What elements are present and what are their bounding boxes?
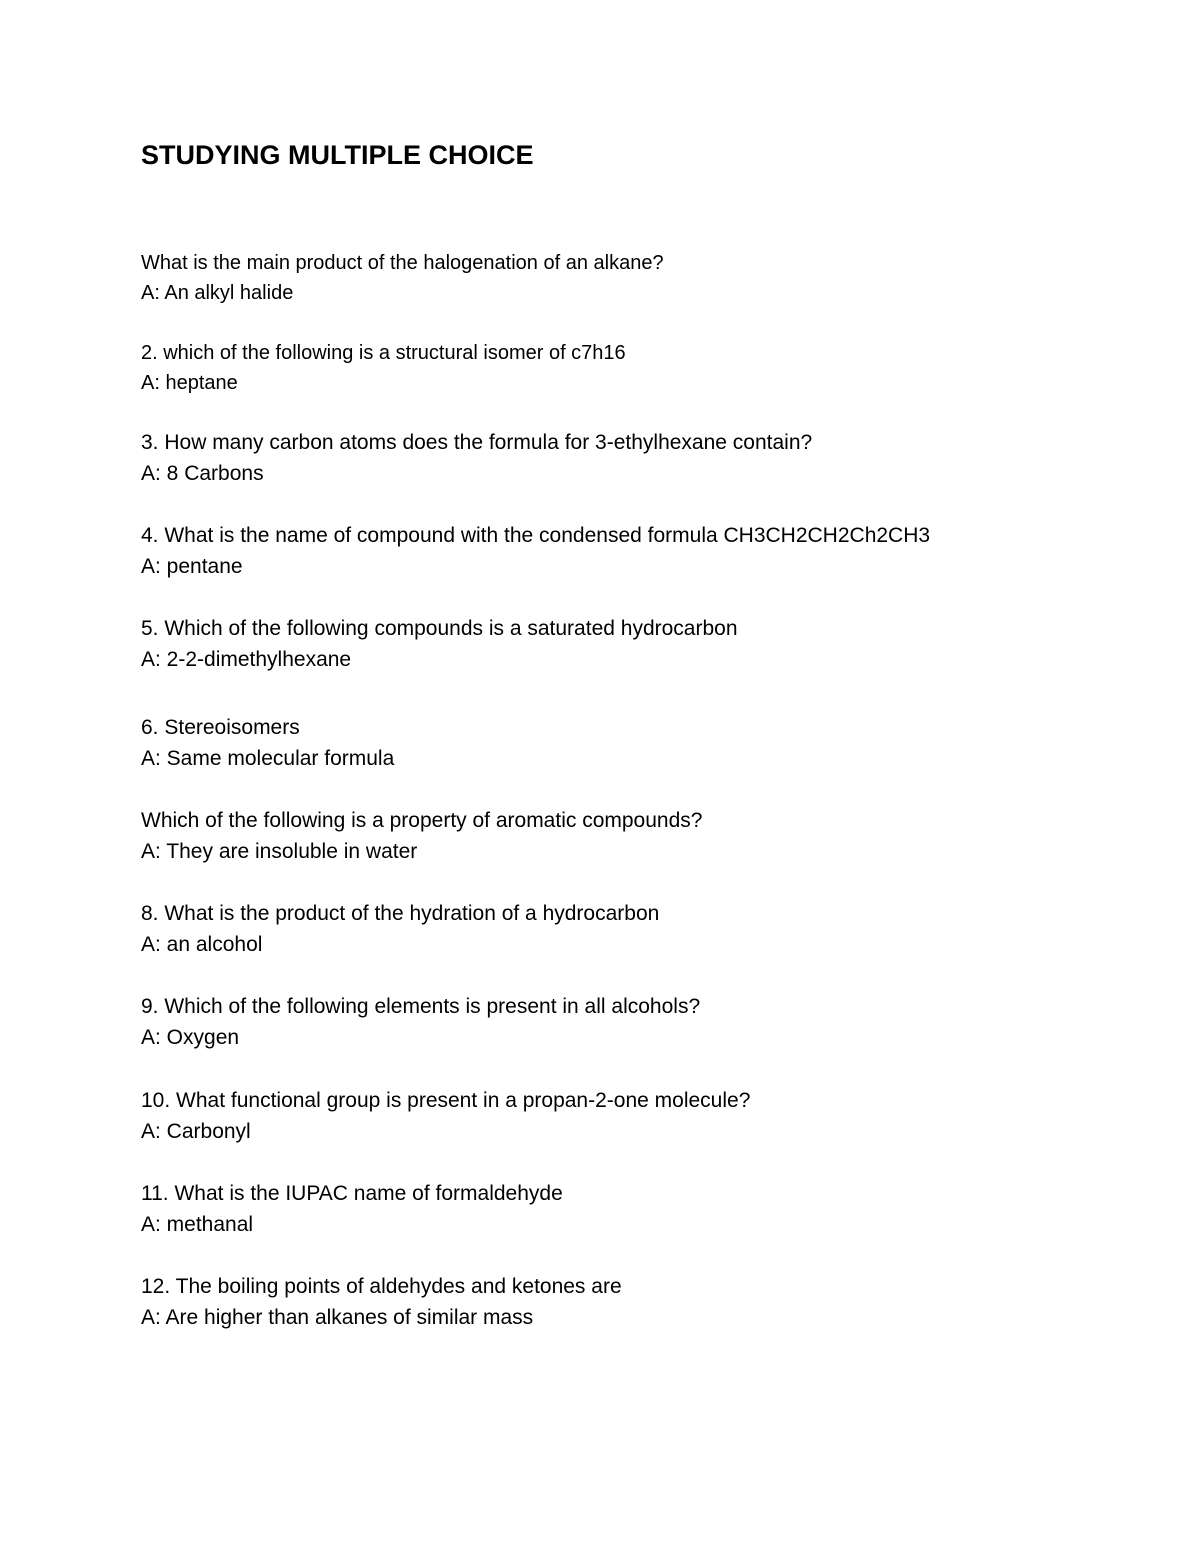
answer-4: A: pentane [141, 555, 243, 578]
qa-item-3 [141, 427, 812, 489]
answer-2: A: heptane [141, 372, 238, 394]
answer-10: A: Carbonyl [141, 1120, 251, 1143]
qa-item-7 [141, 805, 702, 867]
answer-11: A: methanal [141, 1213, 254, 1236]
question-6: 6. Stereoisomers [141, 716, 300, 739]
question-8: 8. What is the product of the hydration of a hydrocarbon [141, 902, 660, 925]
question-12: 12. The boiling points of aldehydes and ketones are [141, 1275, 622, 1298]
answer-3: A: 8 Carbons [141, 462, 264, 485]
qa-item-5 [141, 613, 738, 675]
qa-item-4 [141, 520, 930, 582]
answer-7: A: They are insoluble in water [141, 840, 418, 863]
question-1: What is the main product of the halogenation of an alkane? [141, 252, 664, 274]
qa-item-2 [141, 338, 626, 398]
qa-item-1 [141, 248, 664, 308]
question-4: 4. What is the name of compound with the condensed formula CH3CH2CH2Ch2CH3 [141, 524, 931, 547]
question-11: 11. What is the IUPAC name of formaldehyde [141, 1182, 563, 1205]
answer-1: A: An alkyl halide [141, 282, 294, 304]
question-7: Which of the following is a property of aromatic compounds? [141, 809, 703, 832]
answer-8: A: an alcohol [141, 933, 263, 956]
qa-item-11 [141, 1178, 563, 1240]
answer-9: A: Oxygen [141, 1026, 240, 1049]
qa-item-8 [141, 898, 659, 960]
page-title: STUDYING MULTIPLE CHOICE [141, 140, 534, 170]
answer-6: A: Same molecular formula [141, 747, 395, 770]
answer-5: A: 2-2-dimethylhexane [141, 648, 352, 671]
question-2: 2. which of the following is a structural isomer of c7h16 [141, 342, 626, 364]
question-3: 3. How many carbon atoms does the formula for 3-ethylhexane contain? [141, 431, 813, 454]
question-9: 9. Which of the following elements is present in all alcohols? [141, 995, 701, 1018]
question-10: 10. What functional group is present in a propan-2-one molecule? [141, 1089, 751, 1112]
question-5: 5. Which of the following compounds is a saturated hydrocarbon [141, 617, 738, 640]
qa-item-9 [141, 991, 700, 1053]
answer-12: A: Are higher than alkanes of similar mass [141, 1306, 534, 1329]
qa-item-10 [141, 1085, 750, 1147]
qa-item-6 [141, 712, 394, 774]
qa-item-12 [141, 1271, 622, 1333]
